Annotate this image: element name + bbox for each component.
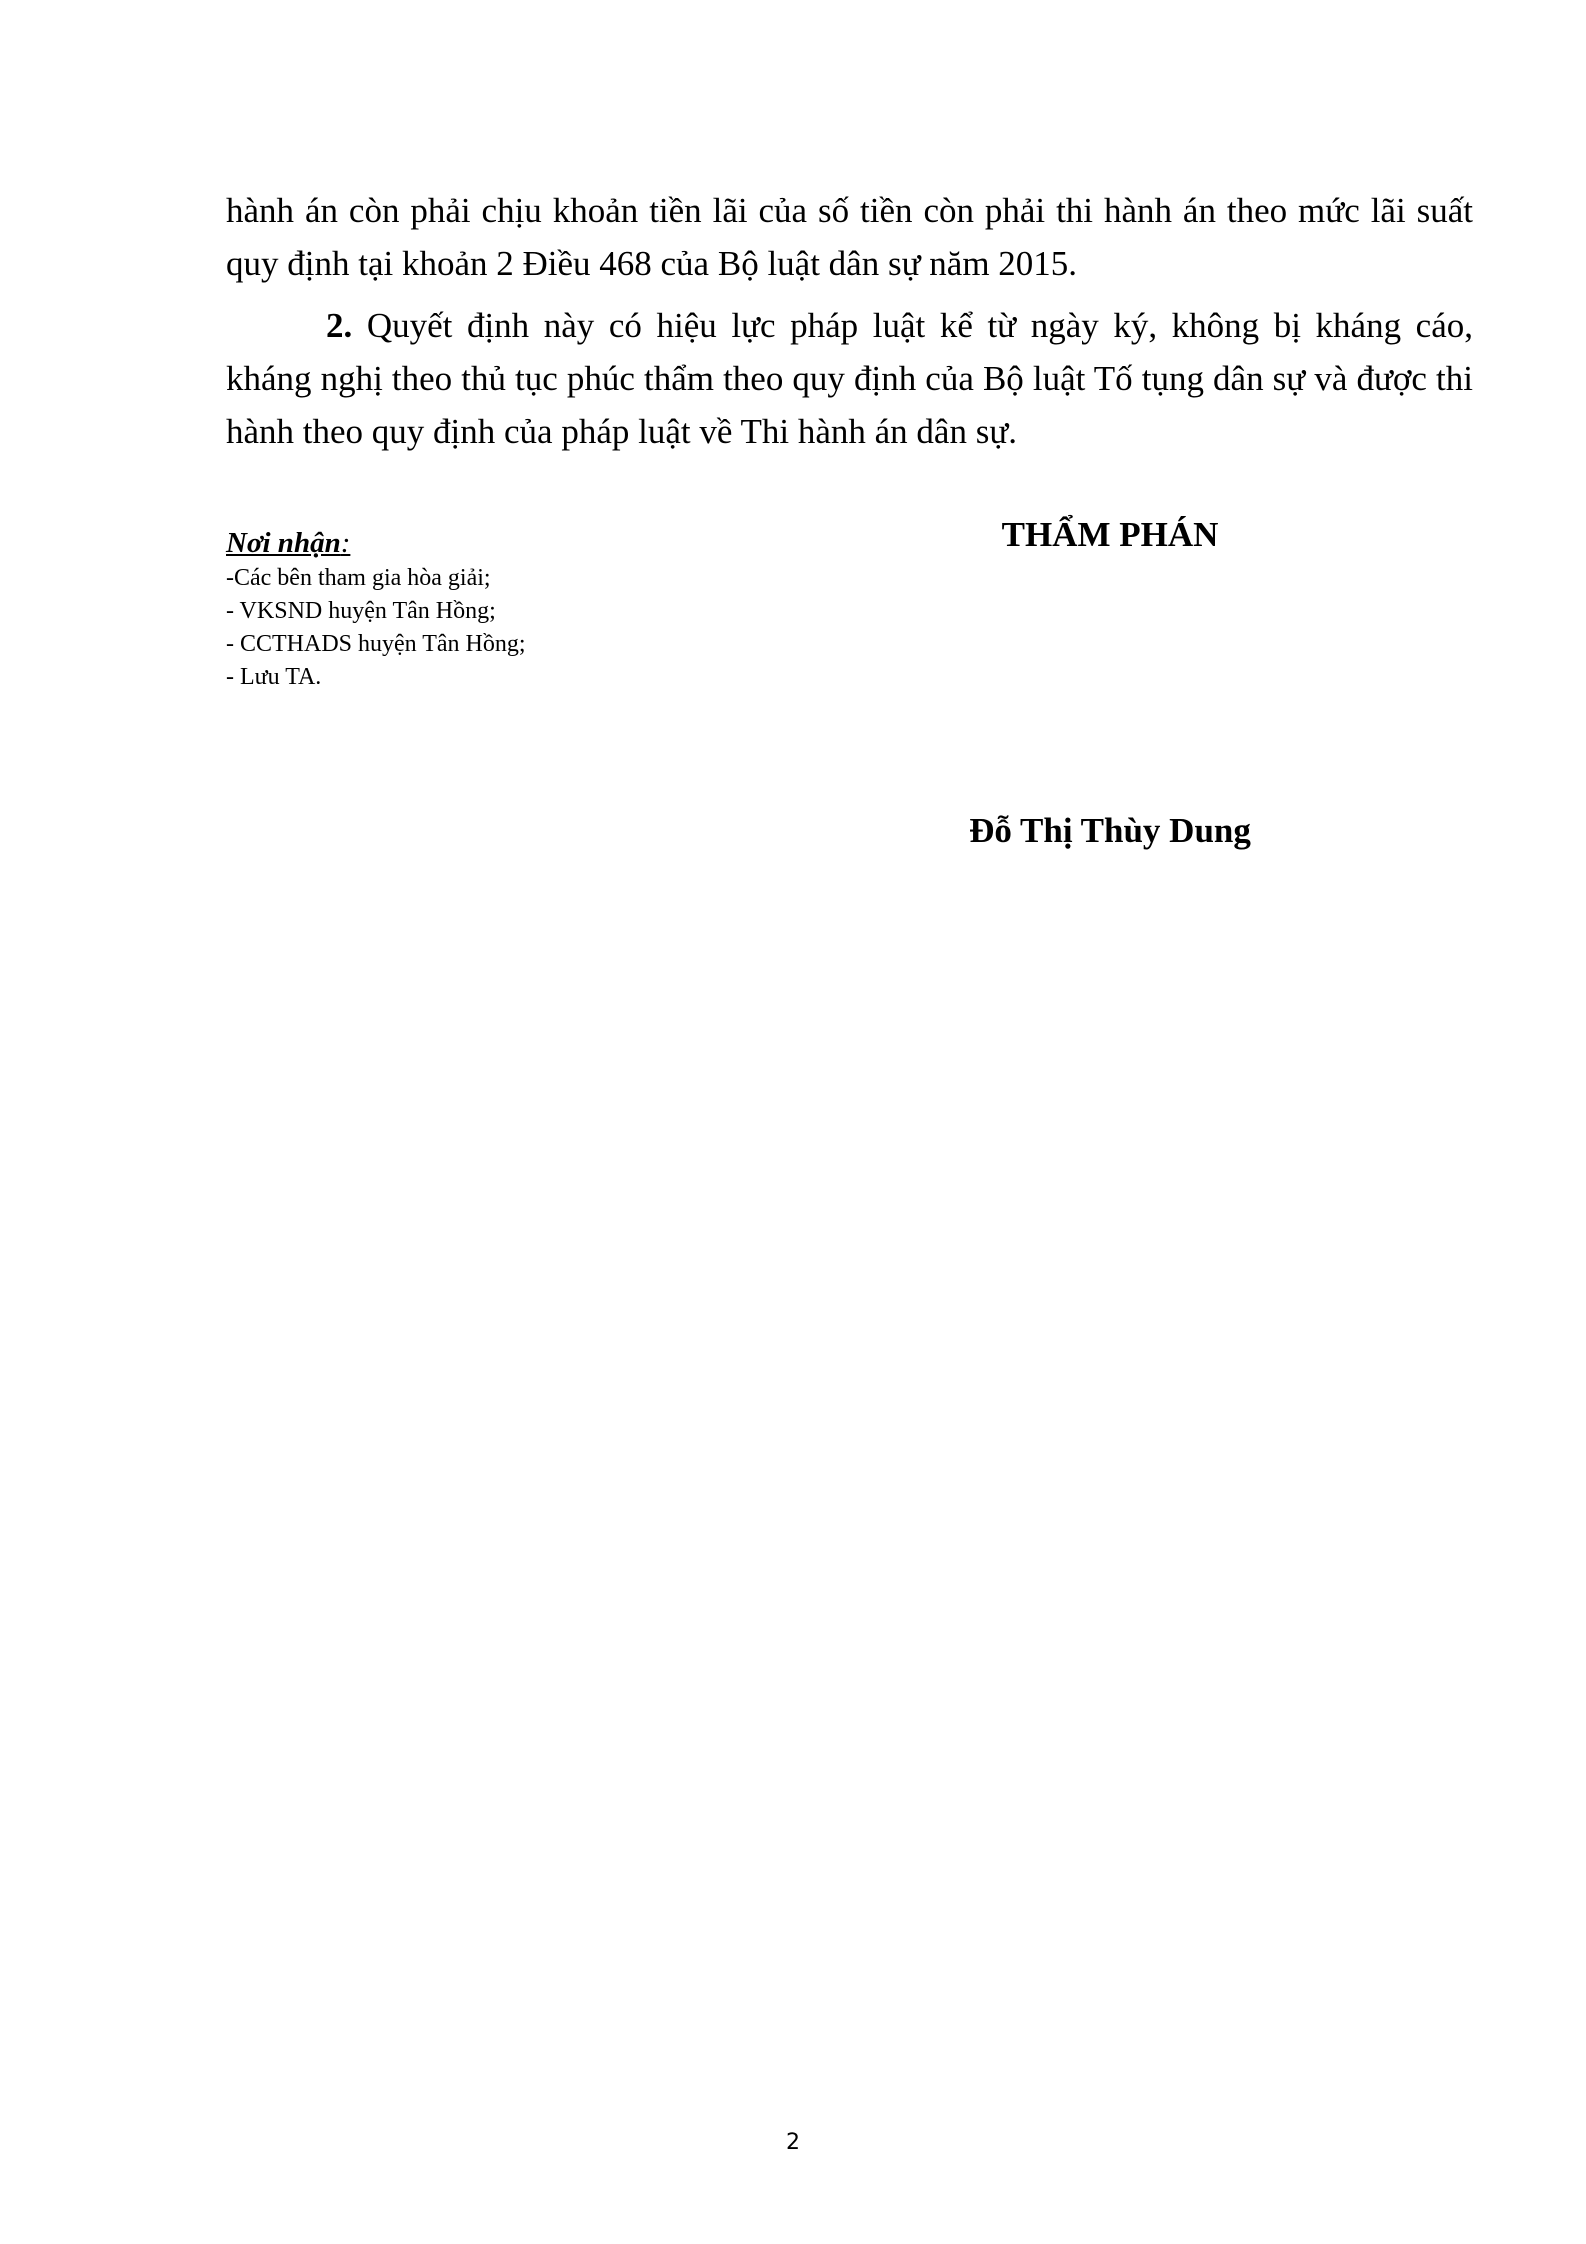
recipient-item: - Lưu TA.: [226, 664, 322, 690]
recipients-block: [226, 524, 786, 694]
paragraph-continuation: hành án còn phải chịu khoản tiền lãi của số tiền còn phải thi hành án theo mức lãi suất quy định tại khoản 2 Điều 468 của Bộ luật dân sự năm 2015.: [226, 191, 1473, 283]
signer-name: Đỗ Thị Thùy Dung: [969, 811, 1251, 850]
signer-title: THẨM PHÁN: [1001, 515, 1219, 554]
recipient-item: -Các bên tham gia hòa giải;: [226, 565, 491, 591]
recipient-item: - CCTHADS huyện Tân Hồng;: [226, 631, 526, 657]
recipients-heading-label: Nơi nhận: [226, 527, 341, 559]
recipients-heading: [226, 524, 786, 562]
page-number: 2: [786, 2130, 800, 2155]
paragraph-effect: [226, 299, 1473, 458]
recipient-item: - VKSND huyện Tân Hồng;: [226, 598, 496, 624]
recipients-list: [226, 562, 786, 694]
paragraph-number: 2.: [326, 306, 353, 345]
paragraph-text: Quyết định này có hiệu lực pháp luật kể từ ngày ký, không bị kháng cáo, kháng nghị theo thủ tục phúc thẩm theo quy định của Bộ luật Tố tụng dân sự và được thi hành theo quy định của pháp luật về Thi hành án dân sự.: [226, 306, 1473, 451]
recipients-heading-colon: :: [340, 527, 351, 559]
